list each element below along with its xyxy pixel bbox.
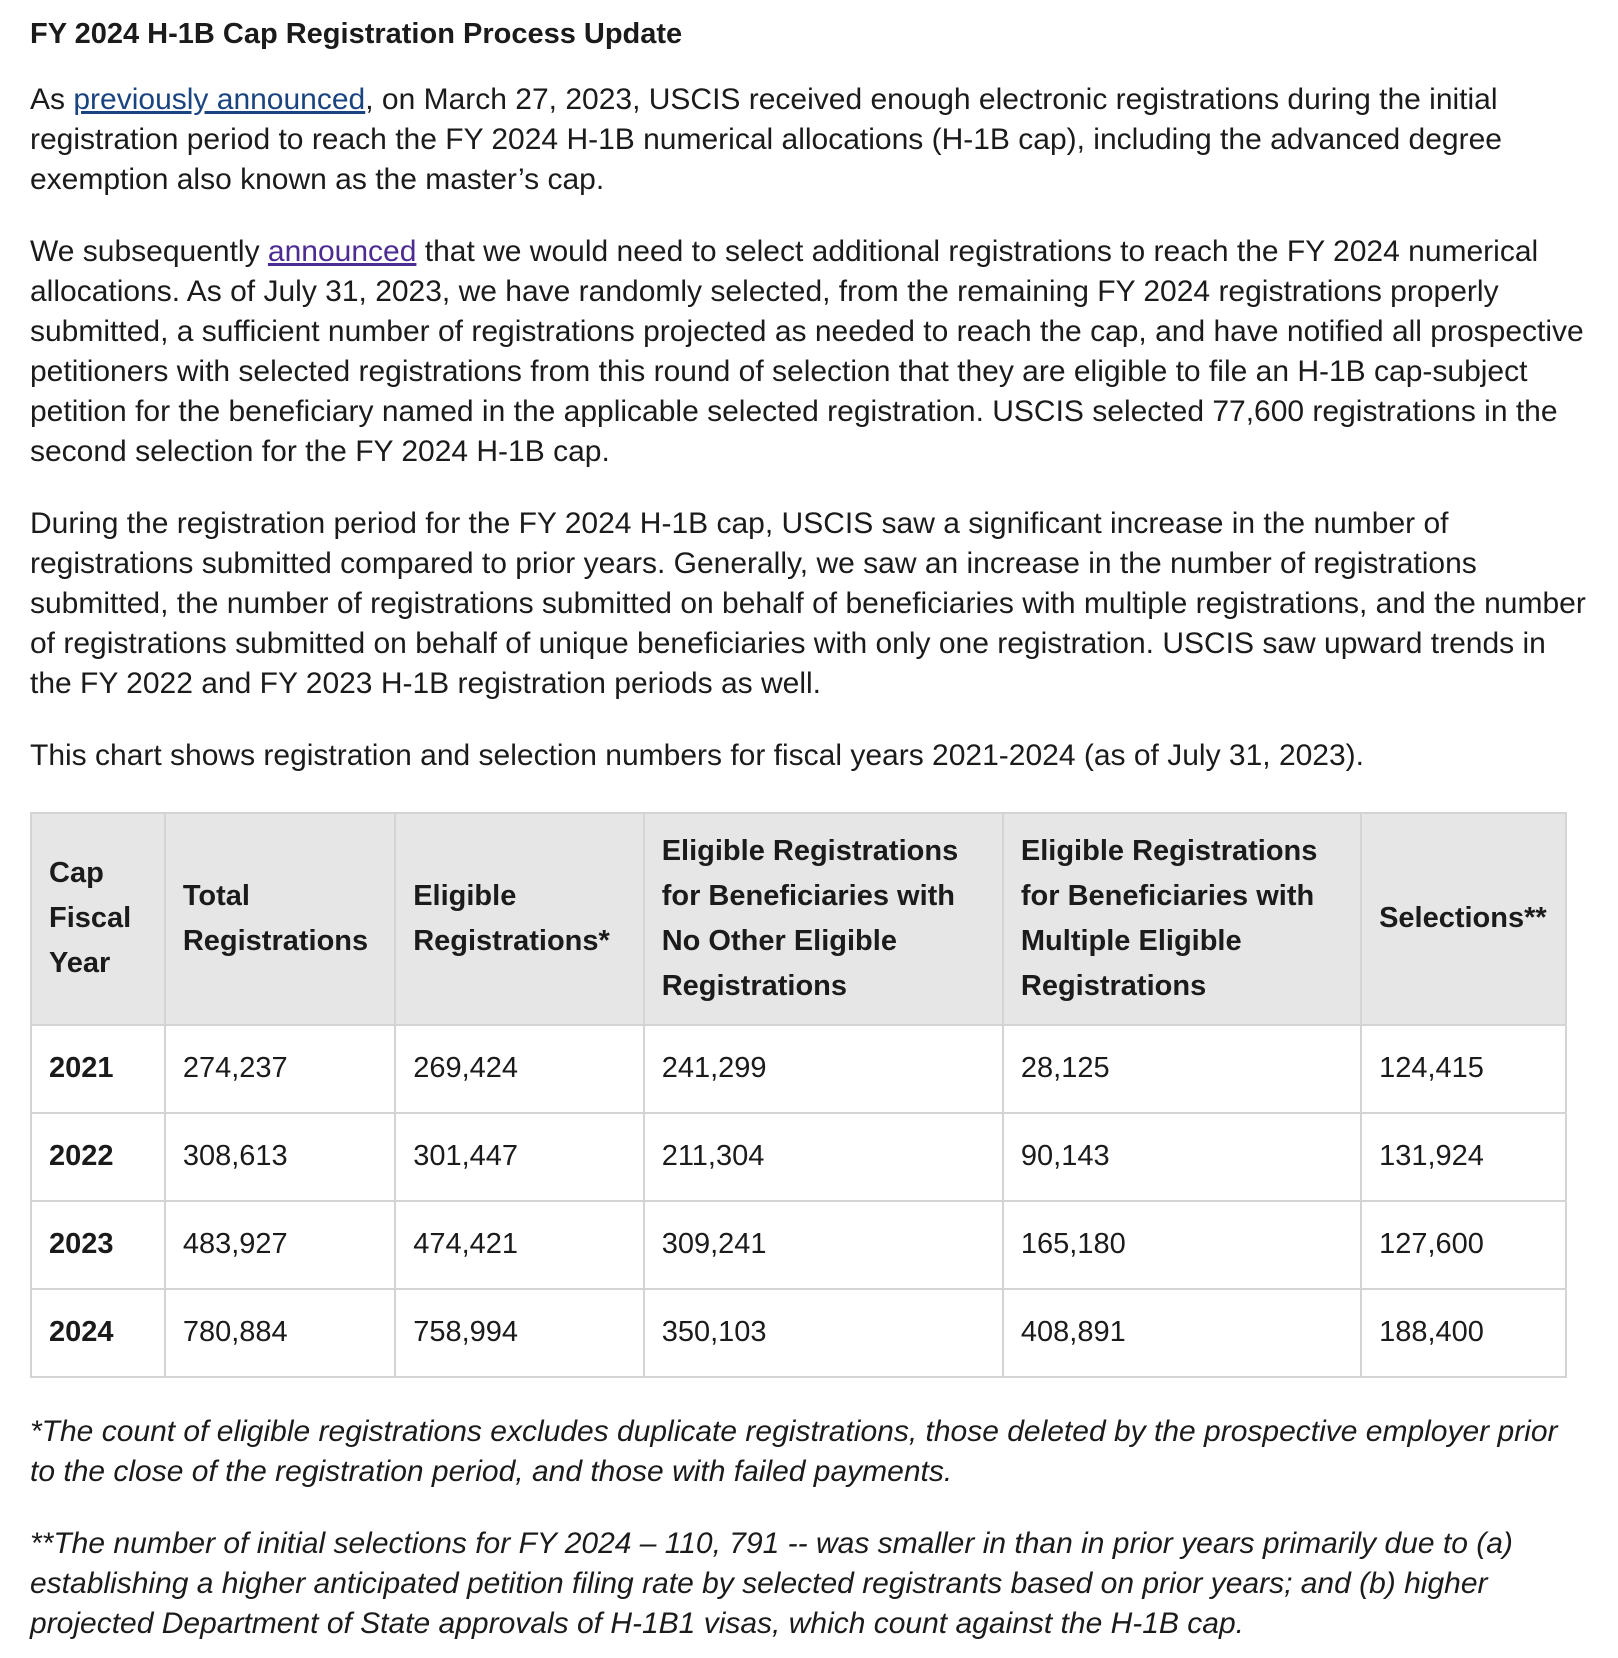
cell-no-other-eligible: 309,241 <box>644 1201 1003 1289</box>
table-row <box>31 1201 1566 1289</box>
cell-total-registrations: 274,237 <box>165 1025 395 1113</box>
header-cap-fiscal-year: Cap Fiscal Year <box>31 813 165 1025</box>
cell-no-other-eligible: 241,299 <box>644 1025 1003 1113</box>
paragraph-trends: During the registration period for the FY 2024 H-1B cap, USCIS saw a significant increase in the number of registrations submitted compared to prior years. Generally, we saw an increase in the number of registrations submitted, the number of registrations submitted on behalf of beneficiaries with multiple registrations, and the number of registrations submitted on behalf of unique beneficiaries with only one registration. USCIS saw upward trends in the FY 2022 and FY 2023 H-1B registration periods as well. <box>30 506 1586 700</box>
header-multiple-eligible: Eligible Registrations for Beneficiaries with Multiple Eligible Registrations <box>1003 813 1361 1025</box>
footnote-eligible-registrations: *The count of eligible registrations excludes duplicate registrations, those deleted by the prospective employer prior to the close of the registration period, and those with failed payments. <box>30 1414 1558 1488</box>
registration-table <box>30 812 1567 1378</box>
cell-year: 2021 <box>31 1025 165 1113</box>
page-title: FY 2024 H-1B Cap Registration Process Update <box>30 18 683 50</box>
cell-multiple-eligible: 90,143 <box>1003 1113 1361 1201</box>
header-total-registrations: Total Registrations <box>165 813 395 1025</box>
cell-eligible-registrations: 758,994 <box>395 1289 644 1377</box>
paragraph-intro-lead: As <box>30 82 74 116</box>
paragraph-second-selection-text: that we would need to select additional registrations to reach the FY 2024 numerical allocations. As of July 31, 2023, we have randomly selected, from the remaining FY 2024 registrations properly submitted, a sufficient number of registrations projected as needed to reach the cap, and have notified all prospective petitioners with selected registrations from this round of selection that they are eligible to file an H-1B cap-subject petition for the beneficiary named in the applicable selected registration. USCIS selected 77,600 registrations in the second selection for the FY 2024 H-1B cap. <box>30 234 1584 468</box>
paragraph-second-selection <box>30 232 1590 472</box>
cell-eligible-registrations: 474,421 <box>395 1201 644 1289</box>
cell-multiple-eligible: 165,180 <box>1003 1201 1361 1289</box>
cell-year: 2023 <box>31 1201 165 1289</box>
table-row <box>31 1289 1566 1377</box>
cell-no-other-eligible: 350,103 <box>644 1289 1003 1377</box>
cell-year: 2022 <box>31 1113 165 1201</box>
table-row <box>31 1025 1566 1113</box>
cell-total-registrations: 308,613 <box>165 1113 395 1201</box>
table-row <box>31 1113 1566 1201</box>
cell-no-other-eligible: 211,304 <box>644 1113 1003 1201</box>
cell-selections: 127,600 <box>1361 1201 1566 1289</box>
paragraph-intro <box>30 80 1590 200</box>
cell-selections: 188,400 <box>1361 1289 1566 1377</box>
cell-selections: 131,924 <box>1361 1113 1566 1201</box>
previously-announced-link[interactable]: previously announced <box>73 82 366 116</box>
cell-eligible-registrations: 301,447 <box>395 1113 644 1201</box>
paragraph-second-selection-lead: We subsequently <box>30 234 268 268</box>
cell-year: 2024 <box>31 1289 165 1377</box>
header-no-other-eligible: Eligible Registrations for Beneficiaries with No Other Eligible Registrations <box>644 813 1003 1025</box>
cell-total-registrations: 483,927 <box>165 1201 395 1289</box>
paragraph-intro-text: , on March 27, 2023, USCIS received enough electronic registrations during the initial registration period to reach the FY 2024 H-1B numerical allocations (H-1B cap), including the advanced degree exemption also known as the master’s cap. <box>30 82 1502 196</box>
cell-selections: 124,415 <box>1361 1025 1566 1113</box>
header-eligible-registrations: Eligible Registrations* <box>395 813 644 1025</box>
header-selections: Selections** <box>1361 813 1566 1025</box>
paragraph-chart-intro: This chart shows registration and selection numbers for fiscal years 2021-2024 (as of July 31, 2023). <box>30 738 1365 772</box>
announced-link[interactable]: announced <box>267 234 417 268</box>
cell-multiple-eligible: 28,125 <box>1003 1025 1361 1113</box>
cell-total-registrations: 780,884 <box>165 1289 395 1377</box>
cell-multiple-eligible: 408,891 <box>1003 1289 1361 1377</box>
table-header-row <box>31 813 1566 1025</box>
footnote-selections: **The number of initial selections for FY 2024 – 110, 791 -- was smaller in than in prior years primarily due to (a) establishing a higher anticipated petition filing rate by selected registrants based on prior years; and (b) higher projected Department of State approvals of H-1B1 visas, which count against the H-1B cap. <box>30 1526 1513 1640</box>
cell-eligible-registrations: 269,424 <box>395 1025 644 1113</box>
